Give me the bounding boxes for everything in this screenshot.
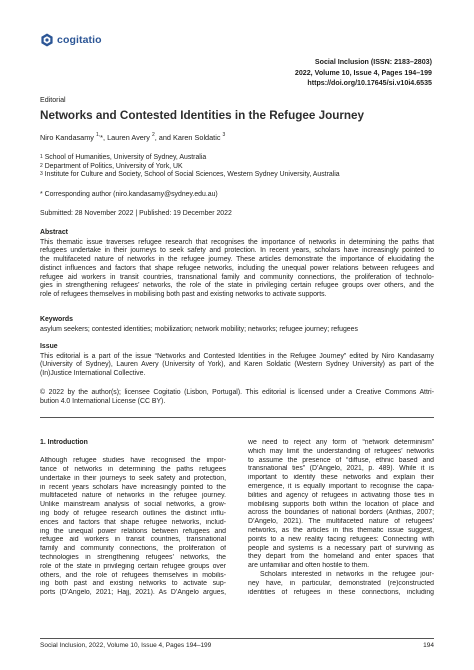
footer-divider [40,638,434,639]
corresponding-mark: * [100,133,103,142]
section-divider [40,417,434,418]
body-line: important to identify these networks and explain their [248,474,434,482]
abstract-line: This thematic issue traverses refugee research that recognises the importance of networks in determining the paths that [40,238,434,246]
abstract-line: gies in strengthening refugees’ networks, the role of the state in privileging certain refugee groups over others, and the [40,282,434,290]
author-name[interactable]: Karen Soldatic [173,133,221,142]
keywords-section [40,315,434,334]
body-line: people and systems is a necessary part of surviving as [248,544,434,552]
body-line: ing both past and existing networks to activate sup- [40,580,226,588]
corresponding-author[interactable]: * Corresponding author (niro.kandasamy@sydney.edu.au) [40,191,218,198]
issue-heading: Issue [40,343,58,350]
affiliation-item: $^3$ Institute for Culture and Society, School of Social Sciences, Western Sydney University, Australia [40,171,340,178]
publication-dates: Submitted: 28 November 2022 | Published: 19 December 2022 [40,210,232,217]
article-type: Editorial [40,96,66,104]
journal-volume: 2022, Volume 10, Issue 4, Pages 194–199 [294,68,432,77]
body-line: ports (D’Angelo, 2021; Hajj, 2021). As D’Angelo argues, [40,589,226,597]
abstract-heading: Abstract [40,229,68,236]
body-right-column [248,439,434,597]
body-line: family and community connections, the proliferation of [40,545,226,553]
issue-line: (In)Justice International Collective. [40,370,146,378]
affiliation-item: $^2$ Department of Politics, University of York, UK [40,162,183,170]
body-line: role of the state in privileging certain refugee groups over [40,562,226,570]
body-line: ing body of refugee research outlines the distinct influ- [40,510,226,518]
abstract-line: refugees undertake in their journeys to seek safety and protection. In recent years, scholars have increasingly pointed to [40,247,434,255]
issue-line: (University of Sydney), Lauren Avery (University of York), and Karen Soldatic (Western Sydney University) as part of the [40,361,434,369]
copyright-line: bution 4.0 International License (CC BY). [40,397,166,405]
affiliations [40,154,340,180]
body-line: transnational ties” (D’Angelo, 2021, p. 489). While it is [248,465,434,473]
body-line: tance of networks in determining the paths refugees [40,466,226,474]
body-line: Scholars interested in networks in the refugee jour- [260,570,434,578]
issue-section [40,342,434,378]
body-line: mobilising supports both within the location of place and [248,500,434,508]
body-line: which may limit the understanding of refugees’ networks [248,447,434,455]
body-line: they depart from the homeland and enter spaces that [248,553,434,561]
body-line: undertake in their journeys to seek safety and protection, [40,474,226,482]
body-line: identities of refugees in these connections, including [248,588,434,596]
article-title: Networks and Contested Identities in the Refugee Journey [40,109,365,122]
introduction-heading: 1. Introduction [40,439,88,446]
logo-text: cogitatio [57,34,102,46]
body-line: are unfamiliar and often hostile to them. [248,562,370,570]
keywords-text: asylum seekers; contested identities; mobilization; network mobility; networks; refugee journey; refugees [40,325,358,333]
author-name[interactable]: Lauren Avery [107,133,150,142]
body-line: Although refugee studies have recognised the impor- [40,457,226,465]
author-affiliation-mark: 1, [95,132,101,138]
body-line: to assume the presence of “diffuse, ethnic based and [248,456,434,464]
body-line: Unlike mainstream analysis of social networks, a grow- [40,501,226,509]
body-line: emergence, it is equally important to recognise the capa- [248,482,434,490]
doi-link[interactable]: https://doi.org/10.17645/si.v10i4.6535 [307,79,432,87]
cogitatio-logo-icon [40,33,54,47]
body-line: networks, as the articles in this thematic issue suggest, [248,526,434,534]
author-affiliation-mark: 2 [151,132,155,138]
body-line: others, and the role of refugees themselves in mobilis- [40,571,226,579]
author-separator: , [103,133,108,142]
body-line: multifaceted nature of networks in the refugee journey. [40,492,226,500]
author-list [40,133,225,142]
affiliation-item: $^1$ School of Humanities, University of Sydney, Australia [40,154,207,161]
abstract-line: refugee aid workers in transit countries, transnational family and community connections, the proliferation of technolo- [40,273,434,281]
body-line: we need to reject any form of “network determinism” [248,439,434,446]
keywords-heading: Keywords [40,316,73,323]
body-line: D’Angelo, 2021). The multifaceted nature of refugees’ [248,518,434,526]
body-line: bilities and agency of refugees in activating those ties in [248,491,434,499]
author-name[interactable]: Niro Kandasamy [40,133,94,142]
abstract-line: the multifaceted nature of networks in the refugee journey. These articles demonstrate the importance of elucidating the [40,256,434,264]
author-affiliation-mark: 3 [222,132,226,138]
body-line: across the boundaries of national borders (Anthias, 2007; [248,509,434,517]
abstract-line: role of refugees themselves in mobilising both past and existing networks to activate supports. [40,291,327,299]
body-line: in recent years scholars have increasingly pointed to the [40,483,226,491]
author-separator: , and [154,133,174,142]
body-line: refugee aid workers in transit countries, transnational [40,536,226,544]
journal-logo[interactable] [40,33,102,47]
body-line: technologies in strengthening refugees’ networks, the [40,554,226,562]
body-line: ney have, in particular, demonstrated (re)constructed [248,579,434,587]
footer-citation: Social Inclusion, 2022, Volume 10, Issue 4, Pages 194–199 [40,642,212,649]
body-line: points to a new reality facing refugees: Connecting with [248,535,434,543]
body-line: ences and factors that shape refugee networks, includ- [40,518,226,526]
journal-info [295,57,432,89]
issue-line: This editorial is a part of the issue “Networks and Contested Identities in the Refugee Journey” edited by Niro Kandasamy [40,352,434,360]
journal-issn: Social Inclusion (ISSN: 2183–2803) [314,58,432,66]
body-line: ing the unequal power relations between refugees and [40,527,226,535]
abstract-section [40,228,434,299]
abstract-line: distinct influences and factors that shape refugee networks, including the unequal power relations between refugees and [40,264,434,272]
copyright-section [40,388,434,406]
copyright-line: © 2022 by the author(s); licensee Cogitatio (Lisbon, Portugal). This editorial is licensed under a Creative Commons Attri- [40,389,434,396]
body-left-column [40,439,226,598]
page-number: 194 [423,642,434,649]
